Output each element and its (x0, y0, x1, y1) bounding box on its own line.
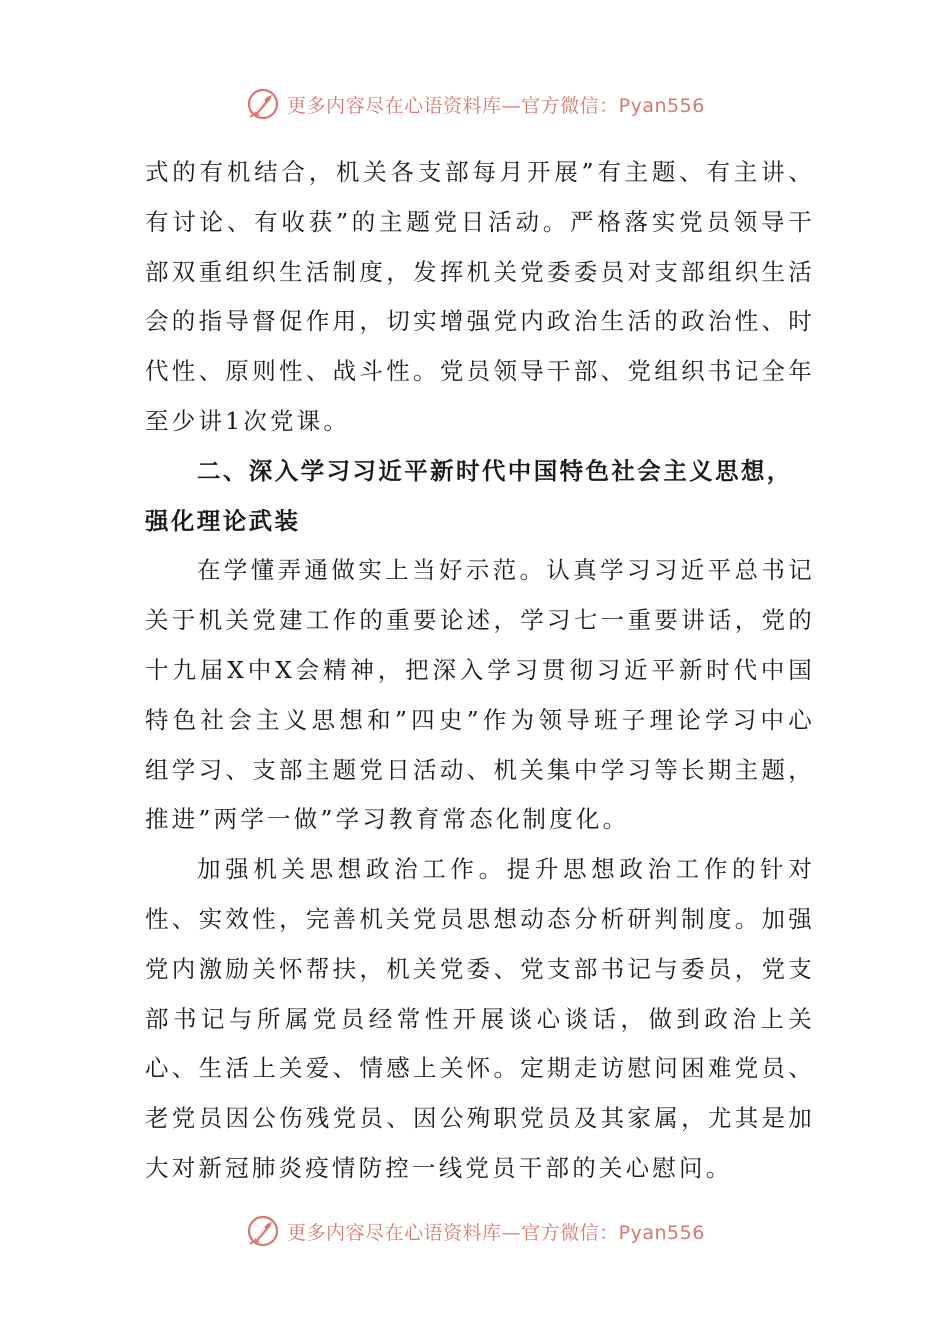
footer-watermark (0, 1211, 950, 1251)
header-watermark (0, 84, 950, 124)
pen-nib-circle-icon (245, 86, 281, 122)
pen-nib-circle-icon (245, 1213, 281, 1249)
paragraph-1: 式的有机结合，机关各支部每月开展”有主题、有主讲、有讨论、有收获”的主题党日活动。严格落实党员领导干部双重组织生活制度，发挥机关党委委员对支部组织生活会的指导督促作用，切实增强党内政治生活的政治性、时代性、原则性、战斗性。党员领导干部、党组织书记全年至少讲1次党课。 (145, 158, 815, 435)
document-body (145, 148, 815, 1194)
paragraph-3: 加强机关思想政治工作。提升思想政治工作的针对性、实效性，完善机关党员思想动态分析研判制度。加强党内激励关怀帮扶，机关党委、党支部书记与委员，党支部书记与所属党员经常性开展谈心谈话，做到政治上关心、生活上关爱、情感上关怀。定期走访慰问困难党员、老党员因公伤残党员、因公殉职党员及其家属，尤其是加大对新冠肺炎疫情防控一线党员干部的关心慰问。 (145, 855, 815, 1182)
paragraph-2: 在学懂弄通做实上当好示范。认真学习习近平总书记关于机关党建工作的重要论述，学习七一重要讲话，党的十九届X中X会精神，把深入学习贯彻习近平新时代中国特色社会主义思想和”四史”作为领导班子理论学习中心组学习、支部主题党日活动、机关集中学习等长期主题，推进”两学一做”学习教育常态化制度化。 (145, 556, 815, 834)
watermark-text: 更多内容尽在心语资料库—官方微信：Pyan556 (287, 94, 705, 117)
watermark-text: 更多内容尽在心语资料库—官方微信：Pyan556 (287, 1221, 705, 1244)
section-heading: 二、深入学习习近平新时代中国特色社会主义思想，强化理论武装 (145, 456, 793, 535)
